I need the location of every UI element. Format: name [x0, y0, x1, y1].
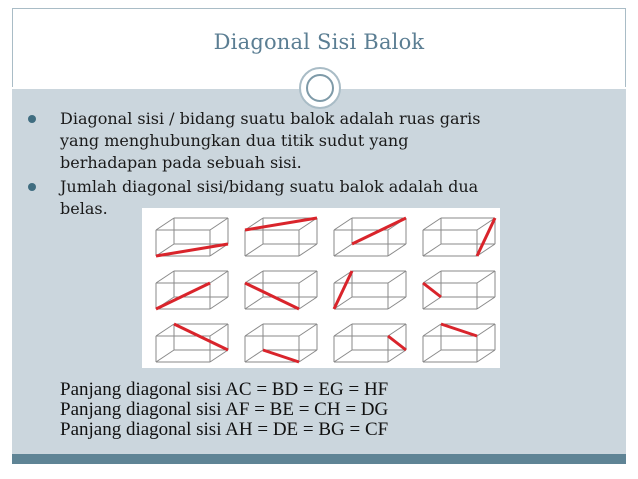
cuboid-edge: [334, 244, 352, 256]
cuboid-edge: [477, 350, 495, 362]
cuboid-edge: [245, 297, 263, 309]
cuboid-edge: [299, 350, 317, 362]
cuboid-edge: [388, 350, 406, 362]
length-line-3: Panjang diagonal sisi AH = DE = BG = CF: [60, 419, 389, 440]
cuboid-edge: [299, 324, 317, 336]
cuboid-4: [423, 218, 495, 256]
diagonal-length-list: [60, 380, 580, 440]
cuboid-edge: [156, 350, 174, 362]
ornament-inner-ring: [306, 74, 334, 102]
bullet-icon: [28, 183, 36, 191]
cuboid-edge: [423, 297, 441, 309]
face-diagonal: [352, 218, 406, 244]
cuboid-8: [423, 271, 495, 309]
cuboid-2: [245, 218, 317, 256]
face-diagonal: [156, 244, 228, 256]
cuboid-diagonals-figure: [142, 208, 500, 368]
cuboid-edge: [299, 271, 317, 283]
cuboid-9: [156, 324, 228, 362]
face-diagonal: [156, 283, 210, 309]
bullet-1-line-1: Diagonal sisi / bidang suatu balok adalah ruas garis: [60, 109, 481, 128]
cuboid-edge: [388, 271, 406, 283]
cuboid-edge: [477, 271, 495, 283]
cuboid-edge: [210, 218, 228, 230]
cuboid-edge: [477, 324, 495, 336]
cuboid-5: [156, 271, 228, 309]
face-diagonal: [388, 336, 406, 350]
cuboid-edge: [210, 350, 228, 362]
length-line-1: Panjang diagonal sisi AC = BD = EG = HF: [60, 379, 389, 400]
cuboid-edge: [245, 350, 263, 362]
cuboid-edge: [245, 244, 263, 256]
cuboid-edge: [388, 244, 406, 256]
cuboid-edge: [245, 324, 263, 336]
cuboid-edge: [210, 297, 228, 309]
cuboid-edge: [156, 271, 174, 283]
bullet-2-line-1: Jumlah diagonal sisi/bidang suatu balok adalah dua: [60, 177, 479, 196]
cuboid-6: [245, 271, 317, 309]
cuboid-edge: [477, 297, 495, 309]
cuboid-edge: [210, 324, 228, 336]
cuboid-grid: [156, 218, 495, 362]
face-diagonal: [441, 324, 477, 336]
bullet-2-line-2: belas.: [60, 199, 108, 218]
cuboid-edge: [423, 324, 441, 336]
cuboid-edge: [388, 324, 406, 336]
ornament-circle-icon: [299, 67, 341, 109]
bottom-bar: [12, 454, 626, 464]
cuboid-edge: [245, 271, 263, 283]
cuboid-edge: [423, 218, 441, 230]
face-diagonal: [245, 218, 317, 230]
bullet-1-line-3: berhadapan pada sebuah sisi.: [60, 153, 302, 172]
face-diagonal: [174, 324, 228, 350]
cuboid-edge: [423, 350, 441, 362]
cuboid-12: [423, 324, 495, 362]
face-diagonal: [245, 283, 299, 309]
cuboid-3: [334, 218, 406, 256]
cuboid-edge: [334, 218, 352, 230]
cuboid-10: [245, 324, 317, 362]
slide-title: Diagonal Sisi Balok: [213, 30, 425, 54]
cuboid-edge: [423, 244, 441, 256]
bullet-1-line-2: yang menghubungkan dua titik sudut yang: [60, 131, 409, 150]
cuboid-edge: [299, 244, 317, 256]
face-diagonal: [263, 350, 299, 362]
cuboid-edge: [156, 218, 174, 230]
cuboid-7: [334, 271, 406, 309]
bullet-item-1: [20, 108, 610, 174]
cuboid-11: [334, 324, 406, 362]
bullet-list: [20, 108, 610, 222]
cuboid-1: [156, 218, 228, 256]
bullet-icon: [28, 115, 36, 123]
cuboid-edge: [423, 271, 441, 283]
cuboid-edge: [334, 350, 352, 362]
face-diagonal: [423, 283, 441, 297]
cuboid-edge: [299, 297, 317, 309]
cuboid-edge: [334, 324, 352, 336]
cuboid-edge: [156, 324, 174, 336]
length-line-2: Panjang diagonal sisi AF = BE = CH = DG: [60, 399, 389, 420]
cuboid-edge: [388, 297, 406, 309]
cuboid-edge: [210, 271, 228, 283]
